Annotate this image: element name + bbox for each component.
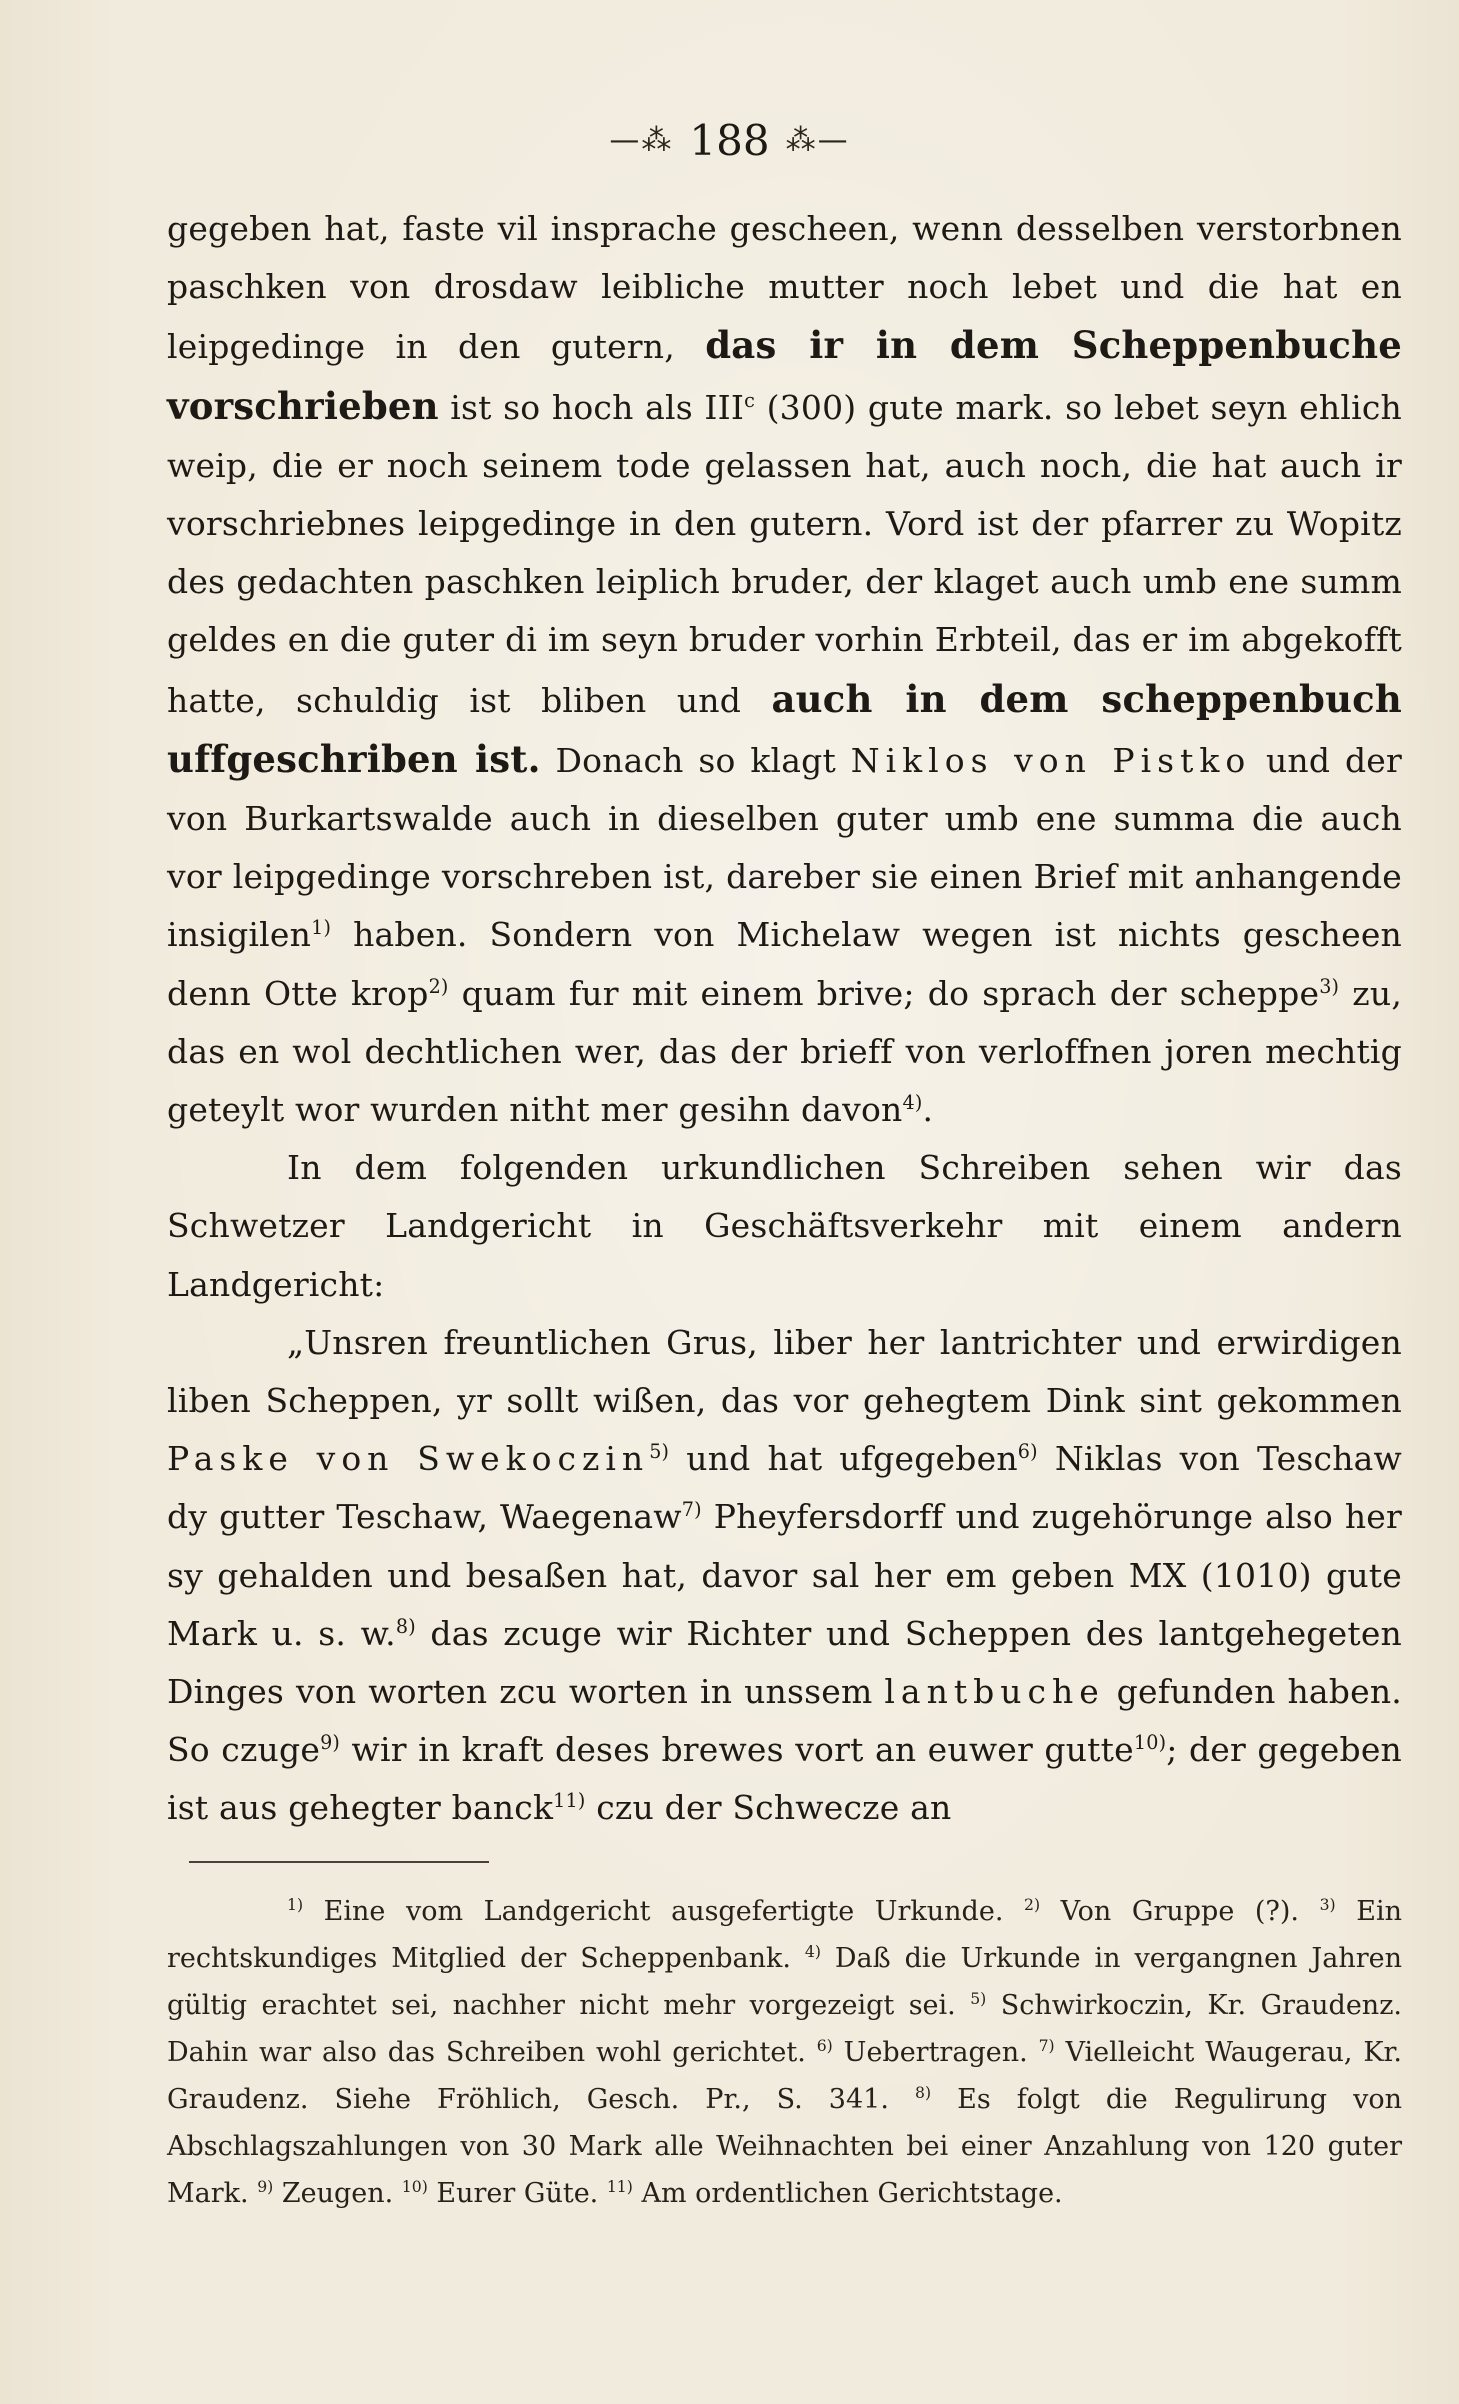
footnote-text: Am ordentlichen Gerichtstage. <box>632 2178 1063 2209</box>
text-run: haben. Sondern von Michelaw wegen ist nichts geschеen denn Otte krop <box>167 915 1402 1013</box>
footnote-ref[interactable]: 5) <box>649 1440 670 1464</box>
text-run: wir in kraft deses brewes vort an euwer gutte <box>340 1730 1134 1770</box>
text-run: Niklas von Teschaw dy gutter Teschaw, Waegenaw <box>167 1439 1402 1537</box>
footnote-text: Es folgt die Regulirung von Abschlagszahlungen von 30 Mark alle Weihnachten bei einer Anzahlung von 120 guter Mark. <box>167 2084 1402 2209</box>
footnotes-block <box>167 1888 1402 2217</box>
footnote-ref[interactable]: 4) <box>902 1091 923 1115</box>
footnote-number: 6) <box>816 2036 833 2055</box>
footnote-text: Von Gruppe (?). <box>1040 1896 1320 1927</box>
spaced-name: Niklos von Pistko <box>850 740 1252 780</box>
footnote-ref[interactable]: 11) <box>553 1789 586 1813</box>
text-run: „Unsren freuntlichen Grus, liber her lantrichter und erwirdigen liben Scheppen, yr sollt wißen, das vor gehegtem Dink sint gekommen <box>167 1322 1402 1421</box>
text-run: ist so hoch als <box>438 387 705 427</box>
roman-numeral: MX <box>1128 1555 1187 1595</box>
ornament-left: —⁂ <box>609 122 674 158</box>
paragraph-2: In dem folgenden urkundlichen Schreiben sehen wir das Schwetzer Landgericht in Geschäftsverkehr mit einem andern Landgericht: <box>167 1148 1402 1304</box>
text-run: und hat ufgegeben <box>669 1439 1018 1479</box>
text-run: (300) gute mark. so lebet seyn ehlich weip, die er noch seinem tode gelassen hat, auch noch, die hat auch ir vorschriebnes leipgedinge in den gutern. Vord ist der pfarrer zu Wopitz des gedachten paschken leiplich bruder, der klaget auch umb ene summ geldes en die guter di im seyn bruder vorhin Erbteil, das er im abgekofft hatte, schuldig ist bliben und <box>167 387 1402 720</box>
text-run: quam fur mit einem brive; do sprach der scheppe <box>448 973 1320 1013</box>
text-run: zu, das en wol dechtlichen wer, das der brieff von verloffnen joren mechtig geteylt wor wurden nitht mer gesihn davon <box>167 973 1403 1130</box>
text-run: gegeben hat, faste vil insprache geschеen, wenn desselben verstorbnen paschken von drosdaw leibliche mutter noch lebet und die hat en leipgedinge in den gutern, <box>167 209 1402 367</box>
footnote-number: 5) <box>970 1989 987 2008</box>
footnote-number: 3) <box>1319 1895 1336 1914</box>
text-run: ; der gegeben ist aus gehegter banck <box>167 1730 1403 1828</box>
footnote-text: Schwirkoczin, Kr. Graudenz. Dahin war also das Schreiben wohl gerichtet. <box>167 1990 1402 2068</box>
footnote-separator <box>189 1861 489 1863</box>
main-text <box>167 200 1402 1840</box>
text-run: das zcuge wir Richter und Scheppen des lantgehegeten Dinges von worten zcu worten in unssem <box>167 1613 1403 1712</box>
footnote-ref[interactable]: 8) <box>395 1614 416 1638</box>
footnote-text: Ein rechtskundiges Mitglied der Scheppenbank. <box>167 1896 1402 1974</box>
text-run: czu der Schwecze an <box>585 1788 952 1828</box>
bold-text: auch in dem scheppenbuch uffgeschriben ist. <box>167 676 1402 781</box>
footnote-text: Eine vom Landgericht ausgefertigte Urkunde. <box>303 1896 1024 1927</box>
footnote-number: 1) <box>287 1895 304 1914</box>
page-header <box>0 112 1459 168</box>
footnote-ref[interactable]: 1) <box>311 916 332 940</box>
footnote-ref[interactable]: 3) <box>1319 974 1340 998</box>
text-run: gefunden haben. So czuge <box>167 1672 1402 1770</box>
paragraph-3 <box>167 1314 1402 1838</box>
roman-numeral: III <box>704 387 745 427</box>
text-run: . <box>922 1090 934 1130</box>
superscript: c <box>744 388 756 412</box>
footnote-number: 9) <box>257 2177 274 2196</box>
footnote-ref[interactable]: 9) <box>320 1731 341 1755</box>
text-run: (1010) gute Mark u. s. w. <box>167 1555 1403 1653</box>
bold-text: das ir in dem Scheppenbuche vorschrieben <box>167 323 1402 428</box>
footnote-ref[interactable]: 6) <box>1017 1440 1038 1464</box>
ornament-right: ⁂— <box>785 122 850 158</box>
footnote-text: Eurer Güte. <box>427 2178 607 2209</box>
footnote-ref[interactable]: 10) <box>1133 1731 1167 1755</box>
page-number: 188 <box>689 115 770 165</box>
text-run: Pheyfersdorff und zugehörunge also her sy gehalden und besaßen hat, davor sal her em geben <box>167 1497 1402 1595</box>
footnote-text: Vielleicht Waugerau, Kr. Graudenz. Siehe Fröhlich, Gesch. Pr., S. 341. <box>167 2037 1403 2115</box>
text-run: und der von Burkartswalde auch in dieselben guter umb ene summa die auch vor leipgedinge vorschreben ist, dareber sie einen Brief mit anhangende insigilen <box>167 740 1402 955</box>
footnote-ref[interactable]: 2) <box>428 974 449 998</box>
footnote-number: 11) <box>606 2177 633 2196</box>
footnote-number: 10) <box>401 2177 428 2196</box>
text-run: Donach so klagt <box>540 740 851 780</box>
footnote-number: 4) <box>804 1942 821 1961</box>
spaced-word: lantbuche <box>884 1672 1105 1712</box>
footnote-number: 8) <box>915 2083 932 2102</box>
footnote-ref[interactable]: 7) <box>681 1498 702 1522</box>
footnotes <box>167 1888 1402 2248</box>
spaced-name: Paske von Swekoczin <box>167 1439 650 1479</box>
footnote-number: 2) <box>1023 1895 1041 1914</box>
paragraph-1 <box>167 200 1402 1139</box>
footnote-text: Daß die Urkunde in vergangnen Jahren gültig erachtet sei, nachher nicht mehr vorgezeigt sei. <box>167 1943 1403 2021</box>
footnote-number: 7) <box>1038 2036 1055 2055</box>
footnote-text: Zeugen. <box>273 2178 402 2209</box>
footnote-text: Uebertragen. <box>832 2037 1039 2068</box>
